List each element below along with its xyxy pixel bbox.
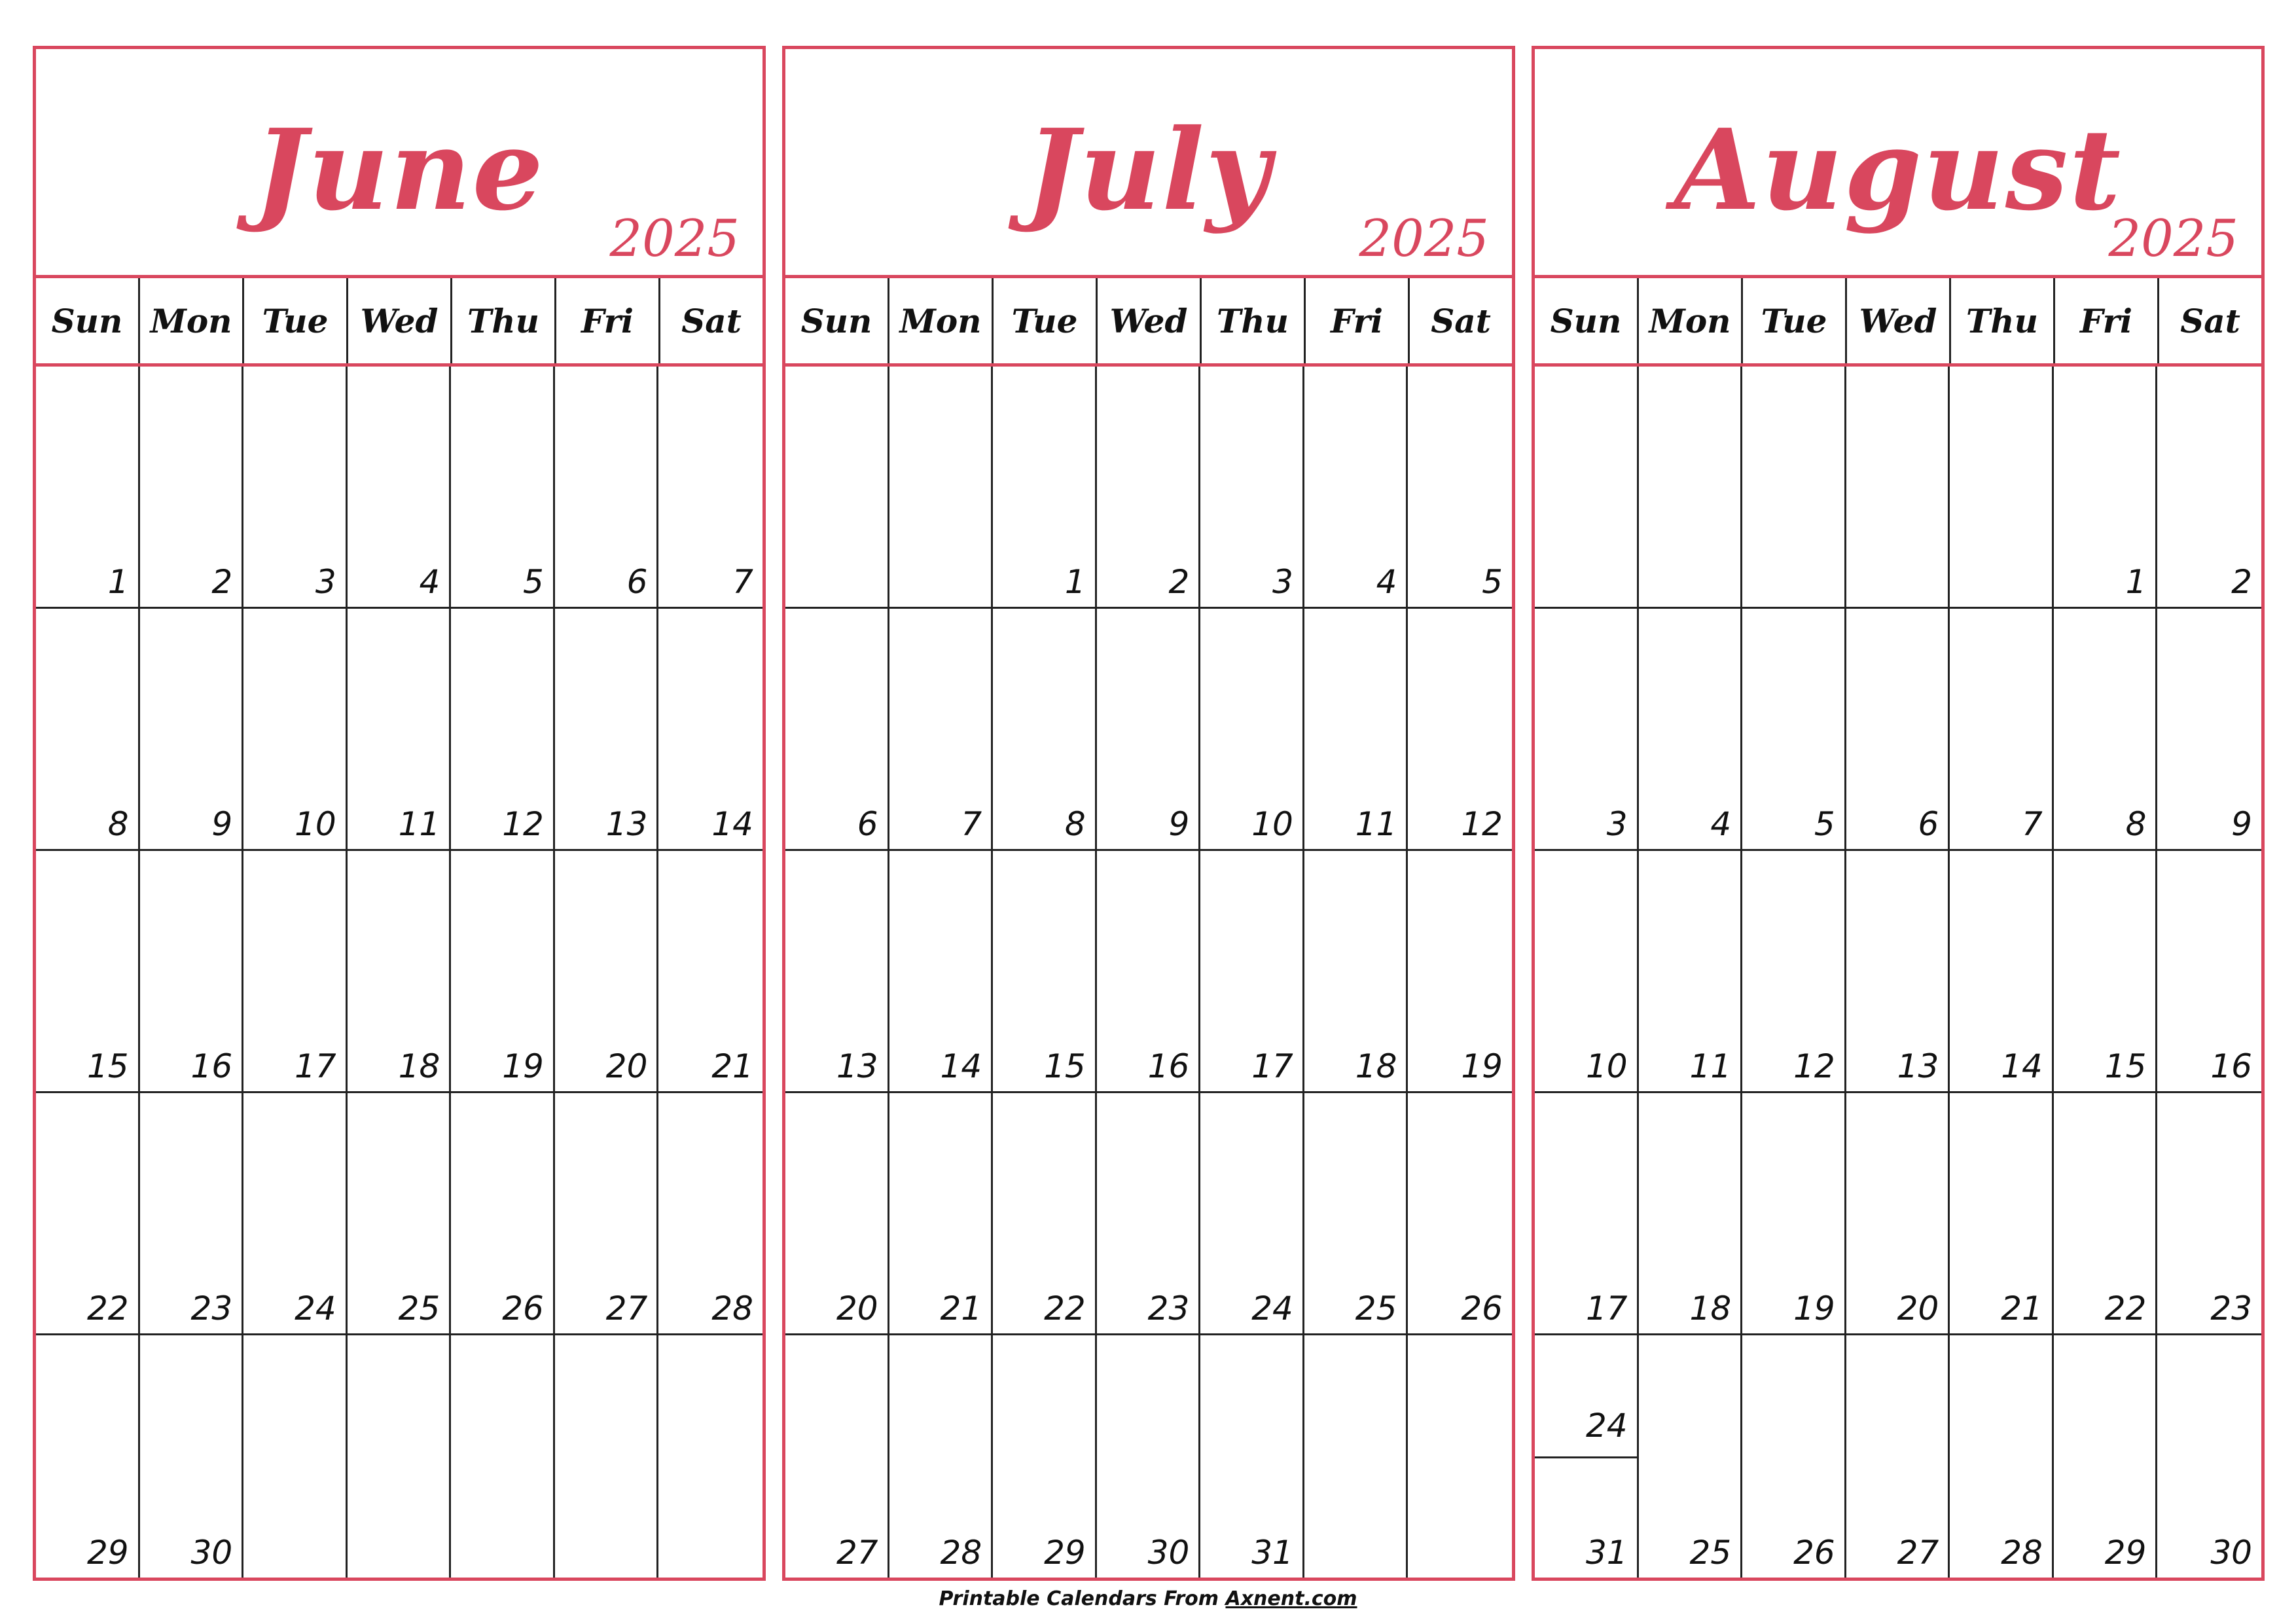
day-number: 28 [2001,1534,2043,1572]
day-number: 14 [711,805,753,843]
day-cell [785,367,889,609]
day-number: 21 [940,1290,982,1327]
day-cell [1950,609,2054,851]
day-number: 21 [2001,1290,2043,1327]
day-number: 11 [1355,805,1397,843]
day-number: 11 [1689,1047,1732,1085]
weekday-label: Wed [348,278,452,363]
day-cell [1535,851,1639,1093]
day-cell [1408,851,1512,1093]
day-cell [243,609,348,851]
weekday-label: Fri [556,278,660,363]
weekday-label: Thu [1202,278,1306,363]
day-number: 29 [2104,1534,2147,1572]
day-number: 18 [1689,1290,1732,1327]
day-number: 13 [836,1047,878,1085]
day-cell [1950,1335,2054,1578]
day-cell [1200,1335,1304,1578]
day-number: 17 [295,1047,336,1085]
day-number: 10 [295,805,336,843]
day-number: 23 [2210,1290,2252,1327]
day-cell [1846,609,1950,851]
day-cell [889,609,994,851]
day-number: 1 [1064,563,1086,601]
day-number: 26 [502,1290,544,1327]
day-number: 1 [107,563,129,601]
day-cell [1639,609,1743,851]
day-cell [1200,851,1304,1093]
weekday-label: Mon [140,278,244,363]
day-cell [451,367,555,609]
day-number: 7 [961,805,982,843]
day-cell [1639,851,1743,1093]
day-cell [1950,1093,2054,1335]
day-cell [555,1093,659,1335]
day-number: 9 [211,805,233,843]
weekday-label: Sun [785,278,889,363]
day-cell [2054,367,2158,609]
day-cell [243,367,348,609]
day-cell [555,1335,659,1578]
day-cell [1304,609,1408,851]
day-cell [243,1093,348,1335]
day-cell [1639,1335,1743,1578]
month-header [1535,49,2261,278]
day-cell [555,609,659,851]
day-cell [993,851,1097,1093]
day-cell [1304,1093,1408,1335]
day-number: 22 [1044,1290,1086,1327]
day-cell [36,1093,140,1335]
day-cell [889,851,994,1093]
day-cell [1097,367,1201,609]
day-cell [1950,851,2054,1093]
day-cell [36,609,140,851]
day-number: 6 [1918,805,1939,843]
day-cell [451,851,555,1093]
day-grid [1535,367,2261,1578]
day-cell [140,609,244,851]
day-cell [348,851,452,1093]
day-number: 18 [1355,1047,1397,1085]
day-number: 20 [1897,1290,1939,1327]
day-number: 4 [419,563,440,601]
day-cell [1304,851,1408,1093]
day-cell [2157,851,2261,1093]
day-number: 23 [190,1290,233,1327]
day-cell [1639,1093,1743,1335]
day-number: 9 [1168,805,1190,843]
day-cell [1097,1093,1201,1335]
day-number: 12 [1793,1047,1835,1085]
day-number: 22 [2104,1290,2147,1327]
day-number: 26 [1793,1534,1835,1572]
day-number: 2 [1168,563,1190,601]
day-cell [889,1335,994,1578]
day-number: 13 [605,805,648,843]
month-panel-august [1532,46,2265,1581]
weekday-label: Tue [1743,278,1847,363]
day-number: 3 [315,563,336,601]
day-number: 24 [1251,1290,1293,1327]
month-title: June [254,105,545,236]
day-cell [1408,609,1512,851]
day-number: 27 [836,1534,878,1572]
day-number: 16 [190,1047,233,1085]
day-cell [140,367,244,609]
day-number: 11 [398,805,440,843]
day-cell [36,367,140,609]
day-number: 8 [1064,805,1086,843]
day-cell [1408,1093,1512,1335]
day-cell [2157,1335,2261,1578]
day-number: 12 [502,805,544,843]
day-cell [451,1335,555,1578]
day-cell [993,367,1097,609]
day-cell [1304,1335,1408,1578]
day-number: 15 [86,1047,129,1085]
day-cell [1097,609,1201,851]
day-number: 7 [732,563,753,601]
day-number: 22 [86,1290,129,1327]
day-cell [1742,367,1846,609]
day-cell [2157,609,2261,851]
day-cell [1742,851,1846,1093]
weekday-label: Fri [1306,278,1410,363]
day-number: 2 [2231,563,2252,601]
weekday-label: Sun [36,278,140,363]
day-cell [1846,851,1950,1093]
footer-credit [0,1587,2296,1610]
split-divider [1535,1456,1637,1458]
day-number: 7 [2022,805,2043,843]
day-cell [140,851,244,1093]
weekday-label: Sat [1431,301,1491,340]
day-number: 10 [1251,805,1293,843]
day-cell [1097,1335,1201,1578]
day-cell [348,367,452,609]
day-cell [1408,1335,1512,1578]
weekday-label: Sun [1535,278,1639,363]
day-number: 19 [1793,1290,1835,1327]
day-cell [243,851,348,1093]
day-cell [243,1335,348,1578]
day-number: 20 [605,1047,648,1085]
day-cell [36,1335,140,1578]
day-cell [555,851,659,1093]
weekday-header-row [1535,278,2261,367]
day-cell [993,609,1097,851]
day-number: 9 [2231,805,2252,843]
day-number: 10 [1585,1047,1628,1085]
weekday-label: Tue [994,278,1098,363]
day-cell [2054,1093,2158,1335]
day-number: 27 [605,1290,648,1327]
day-number: 28 [711,1290,753,1327]
day-cell [785,851,889,1093]
day-number: 17 [1251,1047,1293,1085]
weekday-label: Thu [452,278,556,363]
day-number: 23 [1147,1290,1190,1327]
month-panel-june [33,46,766,1581]
day-cell [1846,1335,1950,1578]
day-cell [889,367,994,609]
day-cell [658,609,762,851]
day-cell [1200,1093,1304,1335]
day-number: 5 [1814,805,1835,843]
day-number: 25 [1355,1290,1397,1327]
day-number: 19 [1461,1047,1503,1085]
day-cell [1639,367,1743,609]
day-cell [1200,609,1304,851]
weekday-label: Sat [2180,301,2240,340]
day-number: 6 [857,805,878,843]
day-number: 21 [711,1047,753,1085]
day-number: 24 [1585,1407,1628,1445]
day-cell [2157,1093,2261,1335]
month-header [36,49,762,278]
day-number: 13 [1897,1047,1939,1085]
day-number: 16 [2210,1047,2252,1085]
day-cell [658,1093,762,1335]
weekday-header-row [785,278,1512,367]
day-cell [658,851,762,1093]
footer-link[interactable]: Axnent.com [1225,1587,1357,1610]
day-cell [658,367,762,609]
day-cell [1408,367,1512,609]
day-number: 25 [1689,1534,1732,1572]
day-number: 31 [1585,1534,1628,1572]
day-cell [451,1093,555,1335]
day-number: 27 [1897,1534,1939,1572]
day-cell [36,851,140,1093]
day-number: 30 [1147,1534,1190,1572]
month-header [785,49,1512,278]
day-number: 29 [86,1534,129,1572]
day-cell [1742,1093,1846,1335]
day-cell [348,609,452,851]
day-cell [993,1335,1097,1578]
day-cell [1304,367,1408,609]
day-cell [1742,1335,1846,1578]
day-cell [348,1335,452,1578]
day-number: 14 [2001,1047,2043,1085]
day-cell [785,609,889,851]
day-cell [2157,367,2261,609]
day-cell [140,1093,244,1335]
month-year: 2025 [609,209,740,268]
day-cell [348,1093,452,1335]
day-number: 3 [1606,805,1628,843]
day-cell [658,1335,762,1578]
day-number: 16 [1147,1047,1190,1085]
day-number: 30 [2210,1534,2252,1572]
weekday-label: Sat [681,301,742,340]
day-grid [785,367,1512,1578]
month-title: July [1026,105,1272,236]
day-cell [2054,1335,2158,1578]
weekday-label: Wed [1098,278,1202,363]
day-number: 25 [398,1290,440,1327]
day-number: 8 [2125,805,2147,843]
day-number: 14 [940,1047,982,1085]
day-number: 1 [2125,563,2147,601]
footer-text: Printable Calendars From [939,1587,1226,1610]
weekday-label: Mon [889,278,994,363]
day-number: 15 [1044,1047,1086,1085]
day-cell [889,1093,994,1335]
weekday-label: Thu [1951,278,2055,363]
day-number: 15 [2104,1047,2147,1085]
day-number: 17 [1585,1290,1628,1327]
day-cell [2054,851,2158,1093]
day-cell [1535,609,1639,851]
day-number: 19 [502,1047,544,1085]
day-cell [1846,1093,1950,1335]
weekday-label: Wed [1847,278,1951,363]
day-number: 30 [190,1534,233,1572]
day-cell [1535,367,1639,609]
day-cell [1200,367,1304,609]
day-cell [1950,367,2054,609]
weekday-label: Mon [1639,278,1743,363]
day-cell [140,1335,244,1578]
month-panel-july [782,46,1515,1581]
day-cell [555,367,659,609]
day-grid [36,367,762,1578]
day-number: 31 [1251,1534,1293,1572]
weekday-label: Tue [244,278,348,363]
day-number: 3 [1272,563,1293,601]
day-number: 4 [1710,805,1732,843]
day-cell [785,1335,889,1578]
month-year: 2025 [1359,209,1489,268]
day-cell [993,1093,1097,1335]
day-number: 5 [1482,563,1503,601]
day-number: 6 [626,563,648,601]
day-cell [1535,1335,1639,1578]
month-title: August [1674,105,2123,236]
day-number: 18 [398,1047,440,1085]
day-cell [2054,609,2158,851]
day-number: 8 [107,805,129,843]
day-cell [785,1093,889,1335]
day-number: 20 [836,1290,878,1327]
day-cell [451,609,555,851]
day-number: 2 [211,563,233,601]
day-cell [1535,1093,1639,1335]
day-number: 29 [1044,1534,1086,1572]
month-year: 2025 [2108,209,2238,268]
day-number: 24 [295,1290,336,1327]
weekday-header-row [36,278,762,367]
day-number: 4 [1376,563,1397,601]
weekday-label: Fri [2055,278,2159,363]
day-cell [1846,367,1950,609]
day-number: 28 [940,1534,982,1572]
day-number: 5 [523,563,544,601]
day-cell [1742,609,1846,851]
day-number: 26 [1461,1290,1503,1327]
day-number: 12 [1461,805,1503,843]
day-cell [1097,851,1201,1093]
